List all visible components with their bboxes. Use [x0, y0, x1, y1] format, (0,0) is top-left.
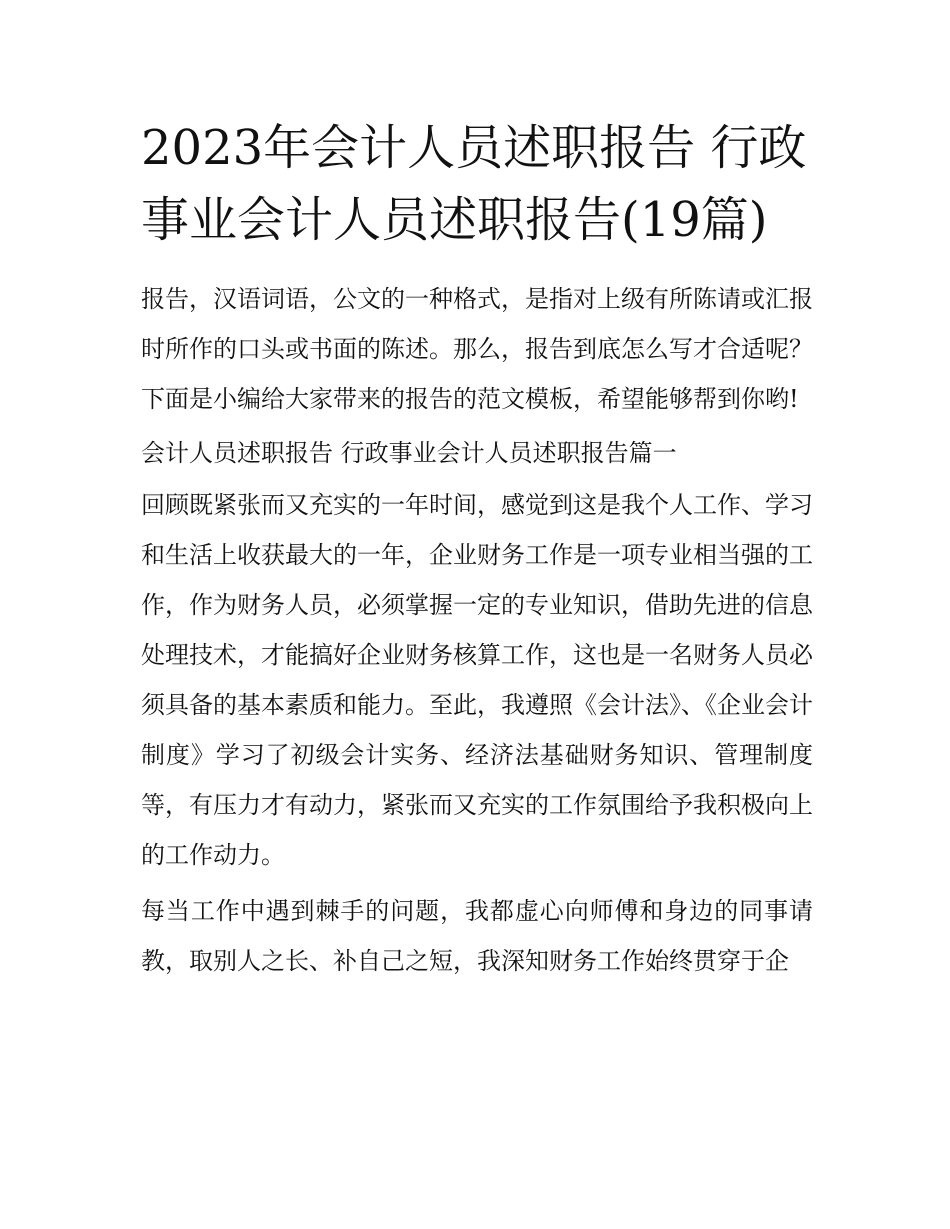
document-title: 2023年会计人员述职报告 行政事业会计人员述职报告(19篇) — [141, 120, 807, 248]
intro-paragraph: 报告，汉语词语，公文的一种格式，是指对上级有所陈请或汇报时所作的口头或书面的陈述。那么，报告到底怎么写才合适呢？下面是小编给大家带来的报告的范文模板，希望能够帮到你哟! — [141, 285, 813, 413]
section-heading: 会计人员述职报告 行政事业会计人员述职报告篇一 — [141, 439, 677, 467]
body-paragraph-2: 每当工作中遇到棘手的问题，我都虚心向师傅和身边的同事请教，取别人之长、补自己之短，我深知财务工作始终贯穿于企 — [141, 897, 813, 975]
body-paragraph-1: 回顾既紧张而又充实的一年时间，感觉到这是我个人工作、学习和生活上收获最大的一年，企业财务工作是一项专业相当强的工作，作为财务人员，必须掌握一定的专业知识，借助先进的信息处理技术，才能搞好企业财务核算工作，这也是一名财务人员必须具备的基本素质和能力。至此，我遵照《会计法》、《企业会计制度》学习了初级会计实务、经济法基础财务知识、管理制度等，有压力才有动力，紧张而又充实的工作氛围给予我积极向上的工作动力。 — [141, 491, 813, 869]
document-page — [141, 112, 813, 992]
